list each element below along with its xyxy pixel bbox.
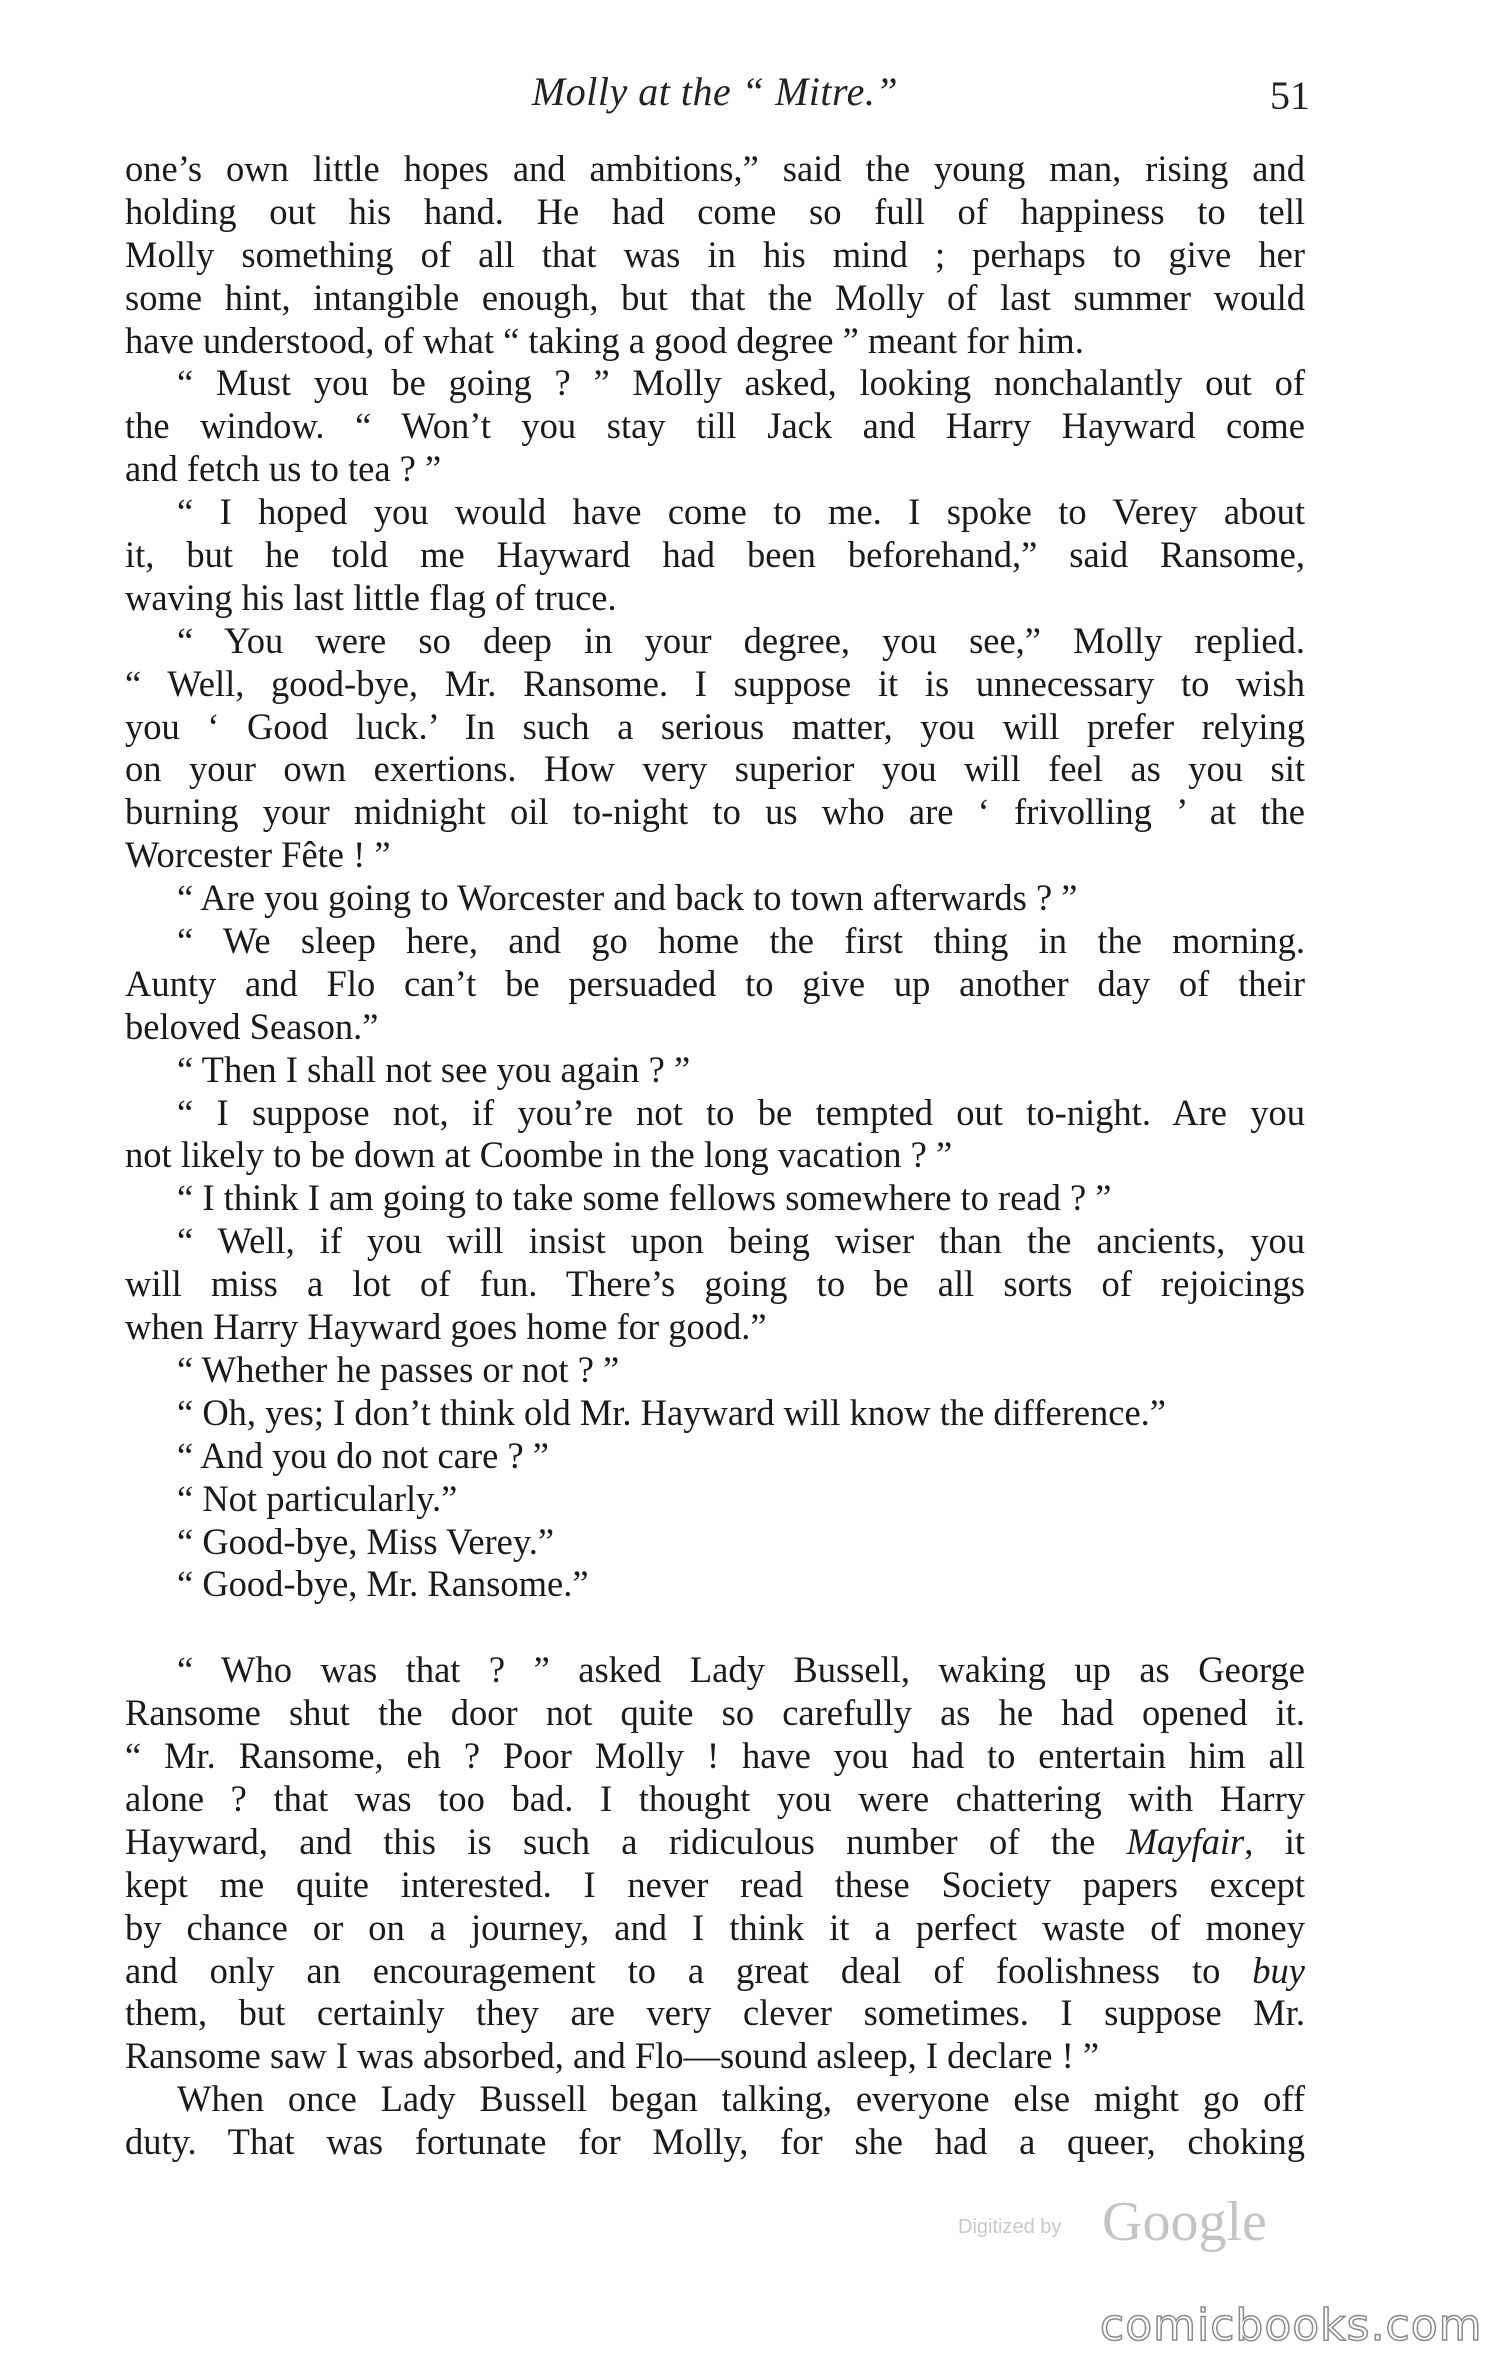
text-line: the window. “ Won’t you stay till Jack and Harry Hayward come <box>125 405 1305 447</box>
text-segment: Hayward, and this is such a ridiculous number of the <box>125 1820 1127 1862</box>
text-line: “ Must you be going ? ” Molly asked, looking nonchalantly out of <box>177 362 1305 404</box>
text-line: “ You were so deep in your degree, you see,” Molly replied. <box>177 619 1305 661</box>
text-line: will miss a lot of fun. There’s going to be all sorts of rejoicings <box>125 1263 1305 1305</box>
text-line: “ Good-bye, Mr. Ransome.” <box>177 1563 589 1605</box>
digitized-label: Digitized by <box>958 2216 1062 2238</box>
text-line: “ I think I am going to take some fellows somewhere to read ? ” <box>177 1177 1112 1219</box>
text-line: when Harry Hayward goes home for good.” <box>125 1306 767 1348</box>
text-line: “ Well, if you will insist upon being wiser than the ancients, you <box>177 1220 1305 1262</box>
text-line: you ‘ Good luck.’ In such a serious matter, you will prefer relying <box>125 705 1305 747</box>
text-line: “ We sleep here, and go home the first thing in the morning. <box>177 920 1305 962</box>
text-line: “ Who was that ? ” asked Lady Bussell, waking up as George <box>177 1649 1305 1691</box>
text-line: “ Mr. Ransome, eh ? Poor Molly ! have you had to entertain him all <box>125 1735 1305 1777</box>
text-segment: , it <box>1244 1820 1305 1862</box>
text-line: Ransome saw I was absorbed, and Flo—sound asleep, I declare ! ” <box>125 2035 1100 2077</box>
text-line: kept me quite interested. I never read these Society papers except <box>125 1863 1305 1905</box>
section-break <box>125 1606 1305 1649</box>
italic-text: buy <box>1252 1949 1305 1991</box>
google-logo: Google <box>1102 2191 1267 2253</box>
text-line: and fetch us to tea ? ” <box>125 448 442 490</box>
text-line: “ Good-bye, Miss Verey.” <box>177 1520 555 1562</box>
text-line: Worcester Fête ! ” <box>125 834 391 876</box>
text-line: “ I suppose not, if you’re not to be tempted out to-night. Are you <box>177 1091 1305 1133</box>
text-line: “ Then I shall not see you again ? ” <box>177 1048 691 1090</box>
running-title: Molly at the “ Mitre.” <box>531 69 899 114</box>
body-text <box>125 148 1305 2164</box>
text-line: burning your midnight oil to-night to us who are ‘ frivolling ’ at the <box>125 791 1305 833</box>
text-line <box>125 1821 1305 1864</box>
text-line: waving his last little flag of truce. <box>125 576 617 618</box>
text-line <box>125 1950 1305 1993</box>
text-line: “ Well, good-bye, Mr. Ransome. I suppose it is unnecessary to wish <box>125 662 1305 704</box>
text-line: on your own exertions. How very superior you will feel as you sit <box>125 748 1305 790</box>
text-line: Molly something of all that was in his mind ; perhaps to give her <box>125 233 1305 275</box>
text-line: some hint, intangible enough, but that the Molly of last summer would <box>125 276 1305 318</box>
text-line: “ Oh, yes; I don’t think old Mr. Hayward will know the difference.” <box>177 1391 1166 1433</box>
text-line: When once Lady Bussell began talking, everyone else might go off <box>177 2078 1305 2120</box>
text-line: alone ? that was too bad. I thought you were chattering with Harry <box>125 1777 1305 1819</box>
text-line: “ Are you going to Worcester and back to town afterwards ? ” <box>177 877 1078 919</box>
text-line: it, but he told me Hayward had been beforehand,” said Ransome, <box>125 534 1305 576</box>
text-line: Aunty and Flo can’t be persuaded to give up another day of their <box>125 962 1305 1004</box>
page-number: 51 <box>1270 73 1310 118</box>
text-line: one’s own little hopes and ambitions,” said the young man, rising and <box>125 148 1305 189</box>
text-line: not likely to be down at Coombe in the long vacation ? ” <box>125 1134 953 1176</box>
text-segment: and only an encouragement to a great deal of foolishness to <box>125 1949 1253 1991</box>
text-line: have understood, of what “ taking a good degree ” meant for him. <box>125 319 1084 361</box>
text-line: beloved Season.” <box>125 1005 379 1047</box>
text-line: “ Whether he passes or not ? ” <box>177 1348 620 1390</box>
text-line: holding out his hand. He had come so full of happiness to tell <box>125 190 1305 232</box>
text-line: “ And you do not care ? ” <box>177 1434 549 1476</box>
text-line: “ I hoped you would have come to me. I spoke to Verey about <box>177 491 1305 533</box>
text-line: duty. That was fortunate for Molly, for she had a queer, choking <box>125 2121 1305 2163</box>
page-header <box>120 68 1310 128</box>
italic-text: Mayfair <box>1126 1820 1245 1862</box>
text-line: by chance or on a journey, and I think it a perfect waste of money <box>125 1906 1305 1948</box>
text-line: them, but certainly they are very clever sometimes. I suppose Mr. <box>125 1992 1305 2034</box>
text-line: Ransome shut the door not quite so carefully as he had opened it. <box>125 1692 1305 1734</box>
site-watermark: comicbooks.com <box>1100 2300 1483 2351</box>
text-line: “ Not particularly.” <box>177 1477 458 1519</box>
